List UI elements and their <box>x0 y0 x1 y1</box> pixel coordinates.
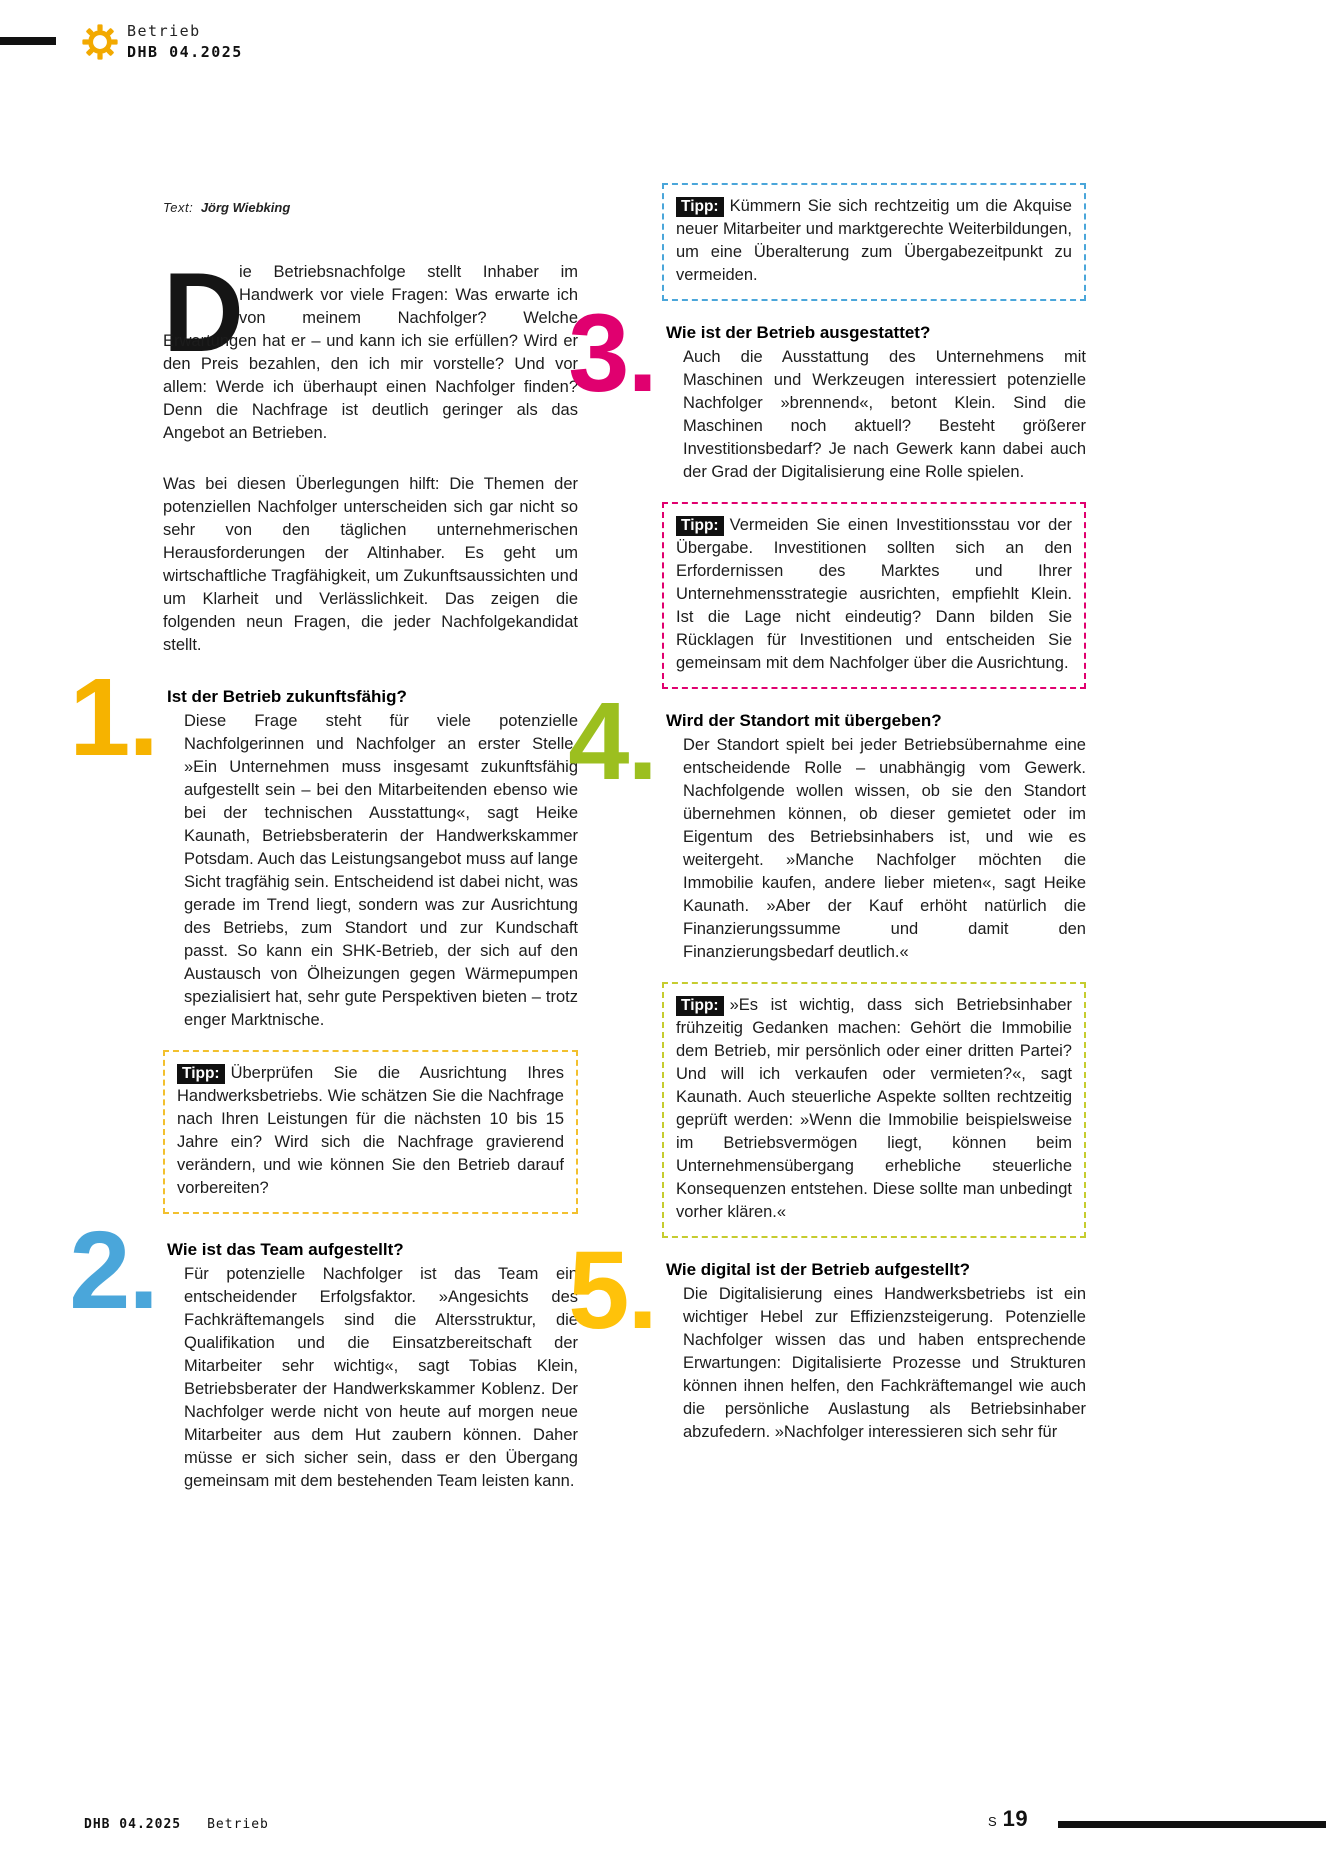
right-column <box>568 183 1086 1444</box>
tip-text: Überprüfen Sie die Ausrichtung Ihres Handwerksbetriebs. Wie schätzen Sie die Nachfrage nach Ihren Leistungen für die nächsten 10 bis 15 Jahre ein? Wird sich die Nachfrage gravierend verändern, und wie können Sie den Betrieb darauf vorbereiten? <box>177 1064 564 1197</box>
left-column <box>69 200 578 1493</box>
tip-label: Tipp: <box>177 1064 225 1084</box>
intro-paragraph-2: Was bei diesen Überlegungen hilft: Die Themen der potenziellen Nachfolger unterscheiden sich gar nicht so sehr von den täglichen unternehmerischen Herausforderungen der Altinhaber. Es geht um wirtschaftliche Tragfähigkeit, um Zukunftsaussichten und um Klarheit und Verlässlichkeit. Das zeigen die folgenden neun Fragen, die jeder Nachfolgekandidat stellt. <box>163 475 578 654</box>
section-1-body: Diese Frage steht für viele potenzielle Nachfolgerinnen und Nachfolger an erster Stelle. »Ein Unternehmen muss insgesamt zukunftsfähig aufgestellt sein – bei den Mitarbeitenden ebenso wie bei der technischen Ausstattung«, sagt Heike Kaunath, Betriebsberaterin der Handwerkskammer Potsdam. Auch das Leistungsangebot muss auf lange Sicht tragfähig sein. Entscheidend ist dabei nicht, was gerade im Trend liegt, sondern was zur Ausrichtung des Betriebs, zum Standort und zur Kundschaft passt. So kann ein SHK-Betrieb, der sich auf den Austausch von Ölheizungen gegen Wärmepumpen spezialisiert hat, sehr gute Perspektiven bieten – trotz enger Marktnische. <box>184 712 578 1029</box>
tip-text: Vermeiden Sie einen Investitionsstau vor der Übergabe. Investitionen sollten sich an den Erfordernissen des Marktes und Ihrer Unternehmensstrategie ausrichten, empfiehlt Klein. Ist die Lage nicht eindeutig? Dann bilden Sie Rücklagen für Investitionen und entscheiden Sie gemeinsam mit dem Nachfolger über die Ausrichtung. <box>676 516 1072 672</box>
section-2-heading: Wie ist das Team aufgestellt? <box>167 1240 404 1259</box>
tip-box-4 <box>662 982 1086 1238</box>
section-4-heading: Wird der Standort mit übergeben? <box>666 711 942 730</box>
issue-label: DHB 04.2025 <box>127 43 243 61</box>
tip-box-2 <box>662 183 1086 301</box>
intro-paragraph <box>163 250 578 445</box>
section-5-number: 5. <box>568 1229 656 1352</box>
section-1-number: 1. <box>69 656 157 779</box>
tip-label: Tipp: <box>676 516 724 536</box>
gear-icon <box>82 24 118 60</box>
tip-text: »Es ist wichtig, dass sich Betriebsinhaber frühzeitig Gedanken machen: Gehört die Immobilie dem Betrieb, mir persönlich oder einer dritten Partei? Und will ich verkaufen oder vermieten?«, sagt Kaunath. Auch steuerliche Aspekte sollten rechtzeitig geprüft werden: »Wenn die Immobilie beispielsweise im Betriebsvermögen liegt, können beim Unternehmensübergang erhebliche steuerliche Konsequenzen entstehen. Diese sollte man unbedingt vorher klären.« <box>676 996 1072 1221</box>
section-3 <box>568 292 1086 484</box>
section-1 <box>69 656 578 1032</box>
page-number-value: 19 <box>1002 1806 1029 1831</box>
tip-text: Kümmern Sie sich rechtzeitig um die Akquise neuer Mitarbeiter und marktgerechte Weiterbildungen, um eine Überalterung zum Übergabezeitpunkt zu vermeiden. <box>676 197 1072 284</box>
section-3-heading: Wie ist der Betrieb ausgestattet? <box>666 323 931 342</box>
section-3-number: 3. <box>568 292 656 415</box>
section-4-body: Der Standort spielt bei jeder Betriebsübernahme eine entscheidende Rolle – unabhängig vom Gewerk. Nachfolgende wollen wissen, ob sie den Standort übernehmen können, ob dieser gemietet oder im Eigentum des Betriebsinhabers ist, und wie es weitergeht. »Manche Nachfolger möchten die Immobilie kaufen, andere lieber mieten«, sagt Heike Kaunath. »Aber der Kauf erhöht natürlich die Finanzierungssumme und damit den Finanzierungsbedarf deutlich.« <box>683 736 1086 961</box>
brand-text <box>127 22 243 61</box>
footer-rule <box>1058 1821 1326 1828</box>
section-5-body: Die Digitalisierung eines Handwerksbetriebs ist ein wichtiger Hebel zur Effizienzsteigerung. Potenzielle Nachfolger wissen das und haben entsprechende Erwartungen: Digitalisierte Prozesse und Strukturen können ihnen helfen, den Fachkräftemangel wie auch die persönliche Auslastung als Betriebsinhaber abzufedern. »Nachfolger interessieren sich sehr für <box>683 1285 1086 1441</box>
page-header <box>82 22 243 61</box>
section-2 <box>69 1209 578 1493</box>
intro-text: ie Betriebsnachfolge stellt Inhaber im Handwerk vor viele Fragen: Was erwarte ich von meinem Nachfolger? Welche Erwartungen hat er – und kann ich sie erfüllen? Wird er den Preis bezahlen, den ich mir vorstelle? Und vor allem: Werde ich überhaupt einen Nachfolger finden? Denn die Nachfrage ist deutlich geringer als das Angebot an Betrieben. <box>163 263 578 442</box>
section-5 <box>568 1229 1086 1444</box>
byline <box>163 200 578 215</box>
section-1-heading: Ist der Betrieb zukunftsfähig? <box>167 687 407 706</box>
byline-author: Jörg Wiebking <box>200 200 291 215</box>
tip-label: Tipp: <box>676 996 724 1016</box>
footer-issue: DHB 04.2025 <box>84 1817 182 1832</box>
page-number-prefix: S <box>988 1814 998 1829</box>
tip-label: Tipp: <box>676 197 724 217</box>
dropcap: D <box>163 250 244 375</box>
section-4 <box>568 680 1086 964</box>
corner-rule <box>0 37 56 45</box>
page-number <box>988 1806 1028 1832</box>
section-3-body: Auch die Ausstattung des Unternehmens mit Maschinen und Werkzeugen interessiert potenzielle Nachfolger »brennend«, betont Klein. Sind die Maschinen noch aktuell? Besteht größerer Investitionsbedarf? Je nach Gewerk kann dabei auch der Grad der Digitalisierung eine Rolle spielen. <box>683 348 1086 481</box>
section-5-heading: Wie digital ist der Betrieb aufgestellt? <box>666 1260 971 1279</box>
section-2-body: Für potenzielle Nachfolger ist das Team ein entscheidender Erfolgsfaktor. »Angesichts des Fachkräftemangels sind die Altersstruktur, die Qualifikation und die Einsatzbereitschaft der Mitarbeiter sehr wichtig«, sagt Tobias Klein, Betriebsberater der Handwerkskammer Koblenz. Der Nachfolger werde nicht von heute auf morgen neue Mitarbeiter aus dem Hut zaubern können. Daher müsse er sich sicher sein, dass er den Übergang gemeinsam mit dem bestehenden Team leisten kann. <box>184 1265 578 1490</box>
section-category: Betrieb <box>127 22 201 40</box>
footer-meta <box>84 1817 269 1832</box>
byline-prefix: Text: <box>163 200 194 215</box>
footer-category: Betrieb <box>207 1817 269 1832</box>
section-4-number: 4. <box>568 680 656 803</box>
tip-box-3 <box>662 502 1086 689</box>
tip-box-1 <box>163 1050 578 1214</box>
section-2-number: 2. <box>69 1209 157 1332</box>
